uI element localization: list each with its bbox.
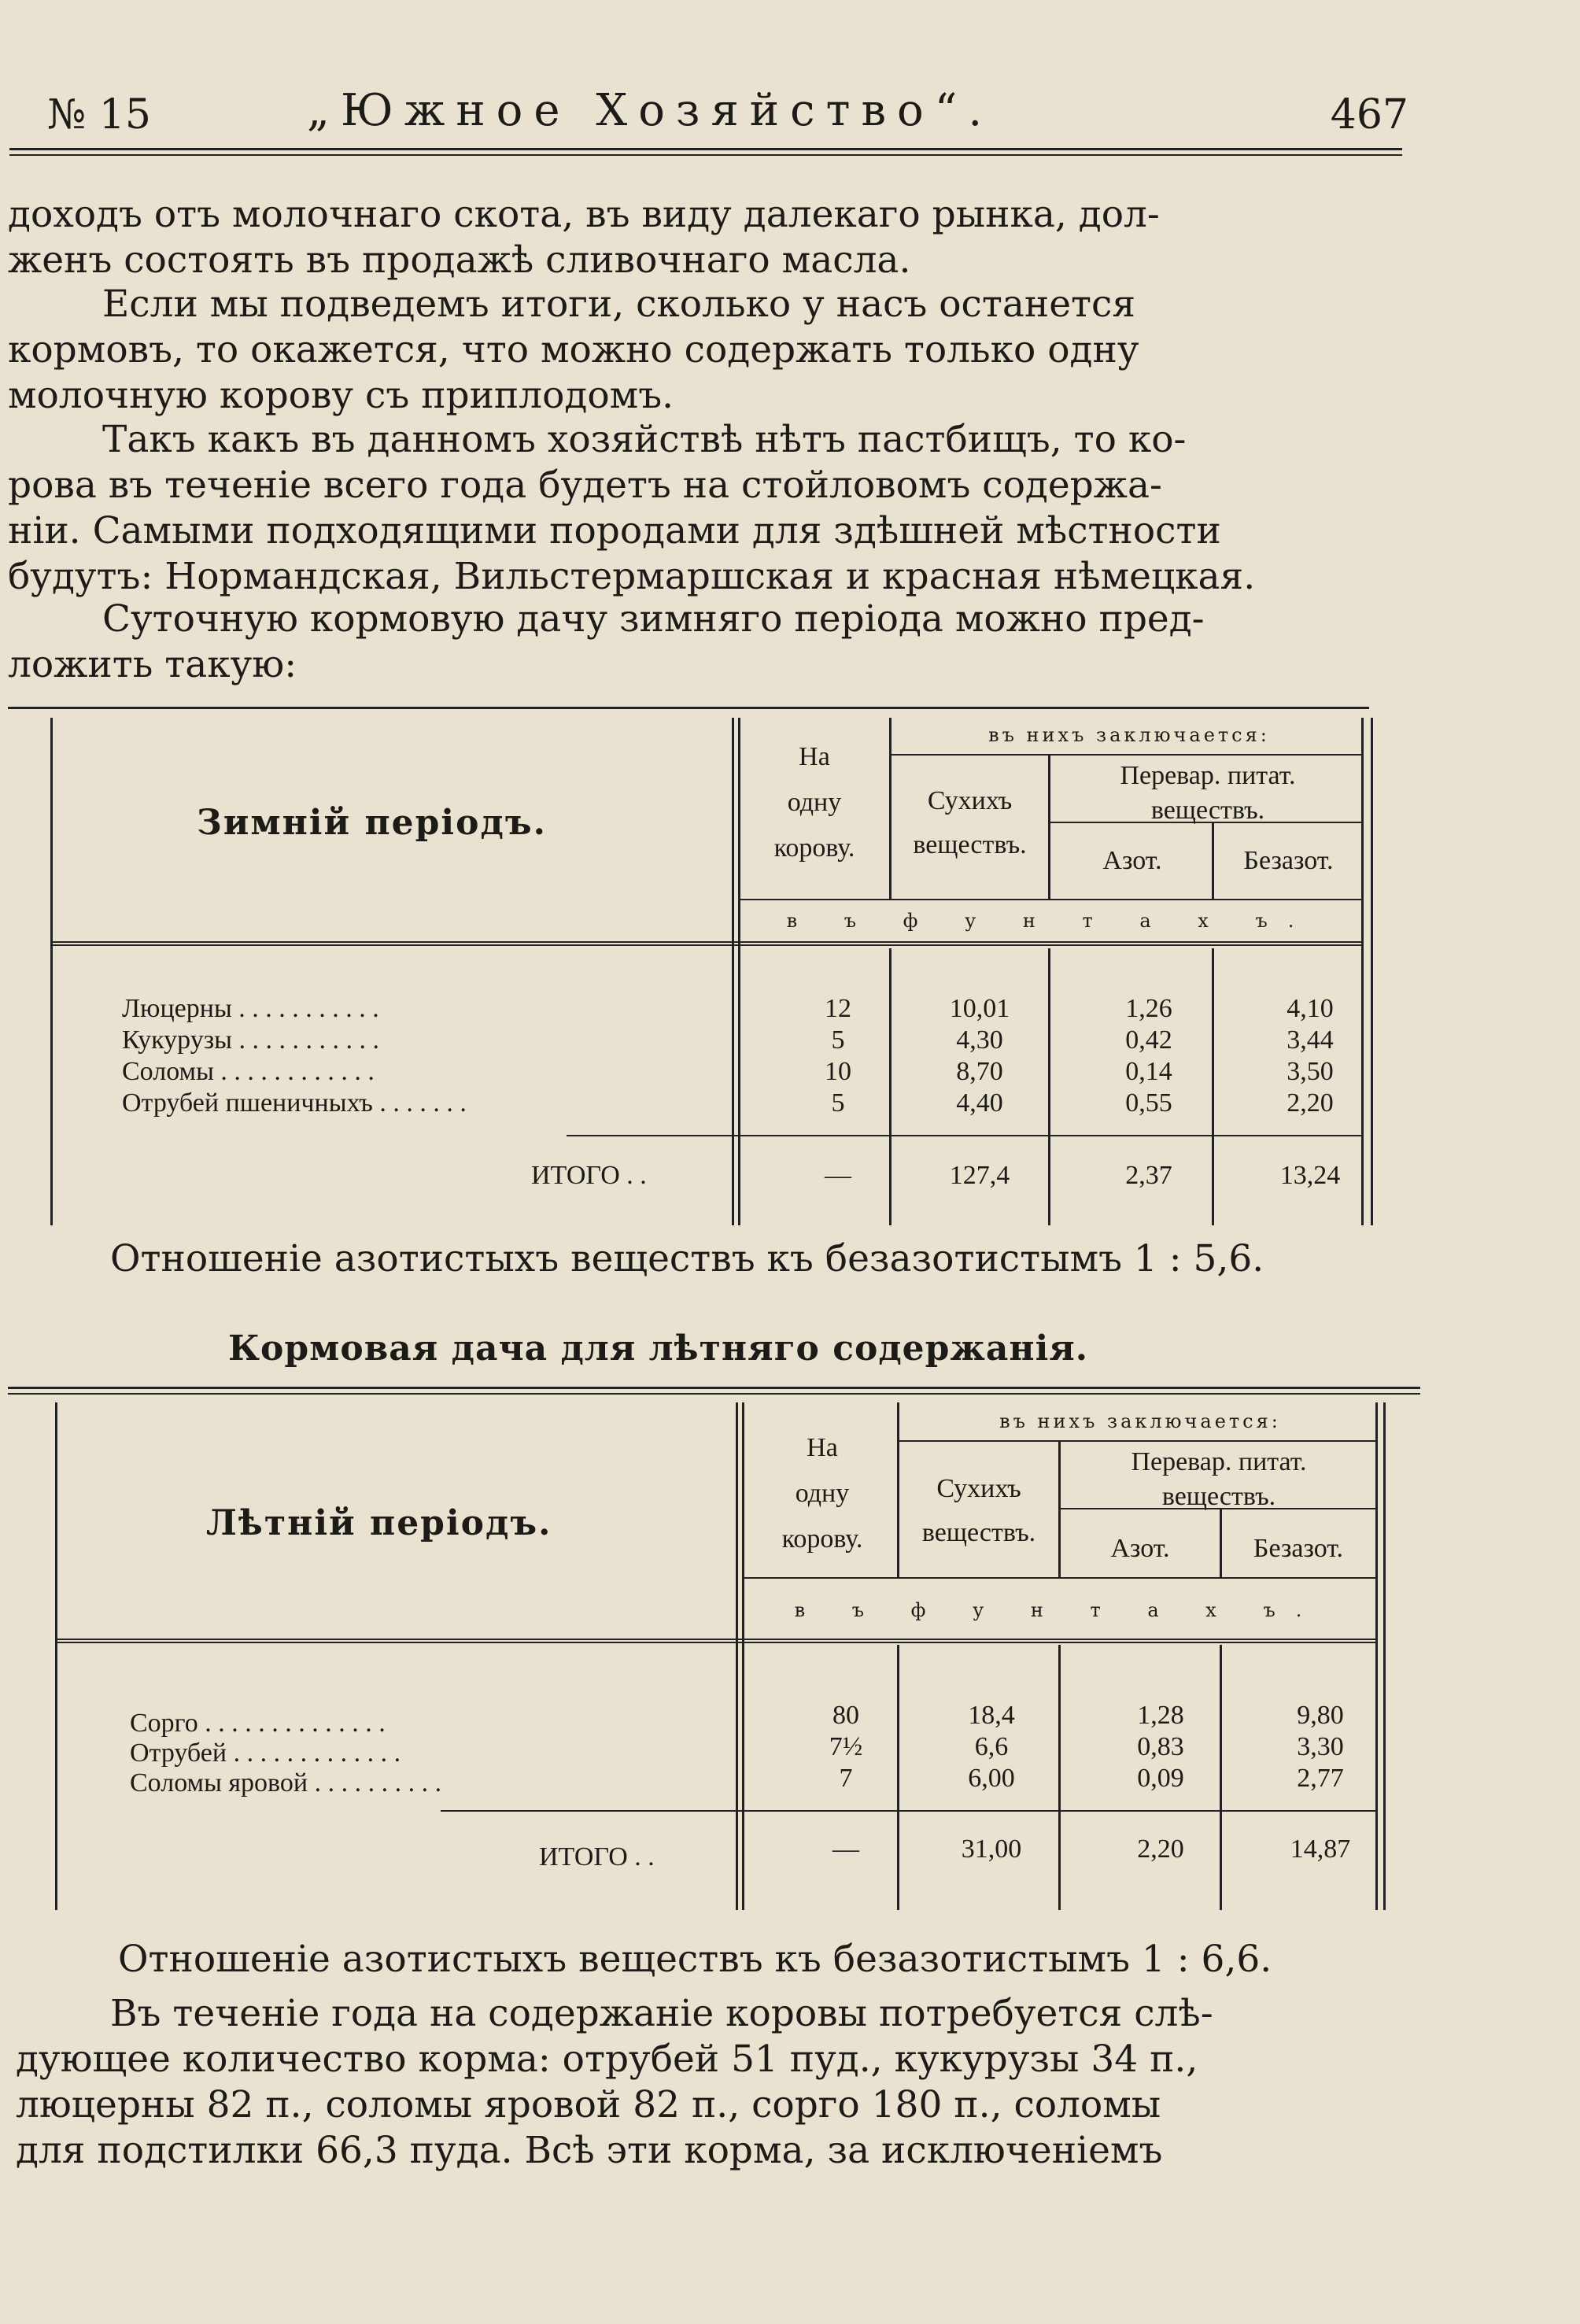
table-right-border (1371, 718, 1373, 1225)
paragraph-2 (8, 282, 1408, 419)
summer-ratio: Отношеніе азотистыхъ веществъ къ безазотистымъ 1 : 6,6. (118, 1938, 1272, 1981)
summer-nitrogen: 0,83 (1137, 1732, 1184, 1761)
column-divider (742, 1402, 744, 1910)
column-divider (1220, 1509, 1222, 1577)
table-top-rule (8, 1393, 1420, 1395)
winter-nitrogen: 0,42 (1125, 1025, 1172, 1055)
summer-caption: Кормовая дача для лѣтняго содержанія. (228, 1328, 1089, 1369)
table-right-border (1361, 718, 1364, 1225)
summer-row-name: Отрубей . . . . . . . . . . . . . (130, 1738, 401, 1768)
column-divider (1220, 1645, 1222, 1910)
column-divider (897, 1402, 899, 1577)
column-divider (1048, 756, 1050, 899)
table-right-border (1383, 1402, 1386, 1910)
winter-qty: 12 (825, 994, 851, 1023)
winter-dry: 4,40 (956, 1088, 1003, 1118)
issue-number: № 15 (47, 91, 151, 139)
digestible-header (1062, 1445, 1375, 1514)
winter-non-nitrogen: 3,44 (1287, 1025, 1334, 1055)
winter-non-nitrogen: 2,20 (1287, 1088, 1334, 1118)
summer-qty: 7 (839, 1764, 853, 1793)
text-line: будутъ: Нормандская, Вильстермаршская и красная нѣмецкая. (8, 555, 1256, 598)
text-line: люцерны 82 п., соломы яровой 82 п., сорго 180 п., соломы (16, 2083, 1161, 2126)
summer-dry: 6,6 (974, 1732, 1009, 1761)
total-rule (441, 1810, 1377, 1812)
header-text: Сухихъ (936, 1474, 1021, 1503)
winter-period-title: Зимній періодъ. (197, 803, 547, 843)
summer-row-name: Соломы яровой . . . . . . . . . . (130, 1768, 442, 1797)
summer-row-name: Сорго . . . . . . . . . . . . . . (130, 1709, 386, 1738)
header-rule (9, 148, 1402, 150)
text-line: ложить такую: (8, 643, 297, 686)
table-top-rule (8, 707, 1369, 709)
table-top-rule (8, 1387, 1420, 1389)
column-divider (1048, 948, 1050, 1225)
header-text: одну (795, 1479, 850, 1508)
winter-dry: 10,01 (949, 994, 1010, 1023)
winter-qty: 5 (831, 1088, 845, 1118)
column-divider (738, 718, 740, 1225)
column-divider (1212, 948, 1214, 1225)
header-text: Сухихъ (927, 786, 1013, 815)
summer-period-title: Лѣтній періодъ. (206, 1503, 552, 1543)
text-line: доходъ отъ молочнаго скота, въ виду далекаго рынка, дол- (8, 193, 1160, 236)
text-line: Если мы подведемъ итоги, сколько у насъ останется (102, 283, 1136, 326)
header-text: Перевар. питат. (1131, 1447, 1307, 1476)
winter-total-nitrogen: 2,37 (1125, 1161, 1172, 1190)
contained-header: въ нихъ заключается: (999, 1410, 1281, 1432)
winter-non-nitrogen: 4,10 (1287, 994, 1334, 1023)
column-divider (732, 718, 734, 1225)
text-line: Въ теченіе года на содержаніе коровы потребуется слѣ- (110, 1992, 1213, 2035)
winter-nitrogen: 1,26 (1125, 994, 1172, 1023)
winter-non-nitrogen: 3,50 (1287, 1057, 1334, 1086)
journal-title: „Южное Хозяйство“. (307, 85, 994, 136)
header-text: веществъ. (1150, 796, 1265, 825)
header-rule (738, 899, 1363, 900)
non-nitrogen-header: Безазот. (1253, 1534, 1344, 1563)
summer-total-non-nitrogen: 14,87 (1290, 1834, 1351, 1864)
text-line: Суточную кормовую дачу зимняго періода можно пред- (102, 597, 1205, 641)
winter-qty: 10 (825, 1057, 851, 1086)
contained-header: въ нихъ заключается: (988, 724, 1270, 746)
text-line: ніи. Самыми подходящими породами для здѣшней мѣстности (8, 509, 1221, 552)
winter-dry: 4,30 (956, 1025, 1003, 1055)
paragraph-5 (16, 1991, 1416, 2174)
table-right-border (1375, 1402, 1378, 1910)
header-text: веществъ. (913, 830, 1027, 859)
header-text: одну (787, 788, 842, 817)
header-text: корову. (781, 1524, 863, 1554)
winter-total-qty: — (825, 1161, 851, 1190)
header-double-rule (55, 1639, 1377, 1643)
column-divider (889, 948, 892, 1225)
header-double-rule (50, 941, 1361, 946)
nitrogen-header: Азот. (1102, 846, 1162, 875)
header-rule (889, 754, 1363, 756)
winter-row-name: Кукурузы . . . . . . . . . . . (122, 1025, 379, 1055)
summer-non-nitrogen: 2,77 (1297, 1764, 1344, 1793)
text-line: женъ состоять въ продажѣ сливочнаго масла. (8, 238, 911, 282)
page-number: 467 (1330, 91, 1408, 139)
units-header: в ъ ф у н т а х ъ. (794, 1599, 1323, 1621)
table-left-border (55, 1402, 57, 1910)
digestible-header (1054, 759, 1361, 828)
column-divider (889, 718, 892, 899)
header-rule (742, 1577, 1377, 1579)
summer-total-dry: 31,00 (961, 1834, 1022, 1864)
header-text: веществъ. (1161, 1482, 1276, 1511)
summer-nitrogen: 0,09 (1137, 1764, 1184, 1793)
winter-nitrogen: 0,14 (1125, 1057, 1172, 1086)
text-line: дующее количество корма: отрубей 51 пуд., кукурузы 34 п., (16, 2038, 1198, 2081)
winter-row-name: Отрубей пшеничныхъ . . . . . . . (122, 1088, 467, 1118)
column-divider (736, 1402, 738, 1910)
paragraph-3 (8, 417, 1408, 600)
winter-ratio: Отношеніе азотистыхъ веществъ къ безазотистымъ 1 : 5,6. (110, 1237, 1264, 1280)
winter-nitrogen: 0,55 (1125, 1088, 1172, 1118)
per-cow-header (748, 740, 881, 866)
header-text: На (799, 742, 830, 771)
header-text: Перевар. питат. (1120, 761, 1296, 790)
summer-total-nitrogen: 2,20 (1137, 1834, 1184, 1864)
dry-matter-header (901, 1472, 1057, 1550)
total-rule (567, 1135, 1361, 1136)
header-rule (897, 1440, 1377, 1442)
units-header: в ъ ф у н т а х ъ. (786, 910, 1315, 932)
column-divider (897, 1645, 899, 1910)
nitrogen-header: Азот. (1110, 1534, 1170, 1563)
winter-total-label: ИТОГО . . (531, 1161, 647, 1190)
summer-non-nitrogen: 3,30 (1297, 1732, 1344, 1761)
text-line: для подстилки 66,3 пуда. Всѣ эти корма, за исключеніемъ (16, 2129, 1163, 2172)
winter-total-non-nitrogen: 13,24 (1279, 1161, 1341, 1190)
winter-qty: 5 (831, 1025, 845, 1055)
summer-dry: 18,4 (968, 1701, 1015, 1730)
header-text: На (807, 1433, 838, 1462)
winter-row-name: Соломы . . . . . . . . . . . . (122, 1057, 375, 1086)
winter-row-name: Люцерны . . . . . . . . . . . (122, 994, 379, 1023)
table-left-border (50, 718, 53, 1225)
paragraph-4 (8, 597, 1408, 688)
per-cow-header (751, 1431, 893, 1557)
column-divider (1212, 822, 1214, 899)
paragraph-1 (8, 192, 1408, 283)
summer-qty: 80 (832, 1701, 859, 1730)
column-divider (1058, 1645, 1061, 1910)
header-rule-2 (9, 154, 1402, 156)
summer-total-label: ИТОГО . . (539, 1842, 655, 1871)
non-nitrogen-header: Безазот. (1243, 846, 1334, 875)
text-line: Такъ какъ въ данномъ хозяйствѣ нѣтъ пастбищъ, то ко- (102, 418, 1187, 461)
running-header (47, 85, 1408, 148)
header-text: корову. (773, 833, 855, 863)
summer-nitrogen: 1,28 (1137, 1701, 1184, 1730)
header-text: веществъ. (921, 1518, 1036, 1547)
winter-dry: 8,70 (956, 1057, 1003, 1086)
text-line: кормовъ, то окажется, что можно содержать только одну (8, 328, 1139, 371)
summer-total-qty: — (832, 1834, 859, 1864)
summer-qty: 7½ (829, 1732, 863, 1761)
winter-total-dry: 127,4 (949, 1161, 1010, 1190)
summer-non-nitrogen: 9,80 (1297, 1701, 1344, 1730)
dry-matter-header (893, 784, 1047, 863)
text-line: рова въ теченіе всего года будетъ на стойловомъ содержа- (8, 464, 1162, 507)
summer-dry: 6,00 (968, 1764, 1015, 1793)
text-line: молочную корову съ приплодомъ. (8, 374, 674, 417)
